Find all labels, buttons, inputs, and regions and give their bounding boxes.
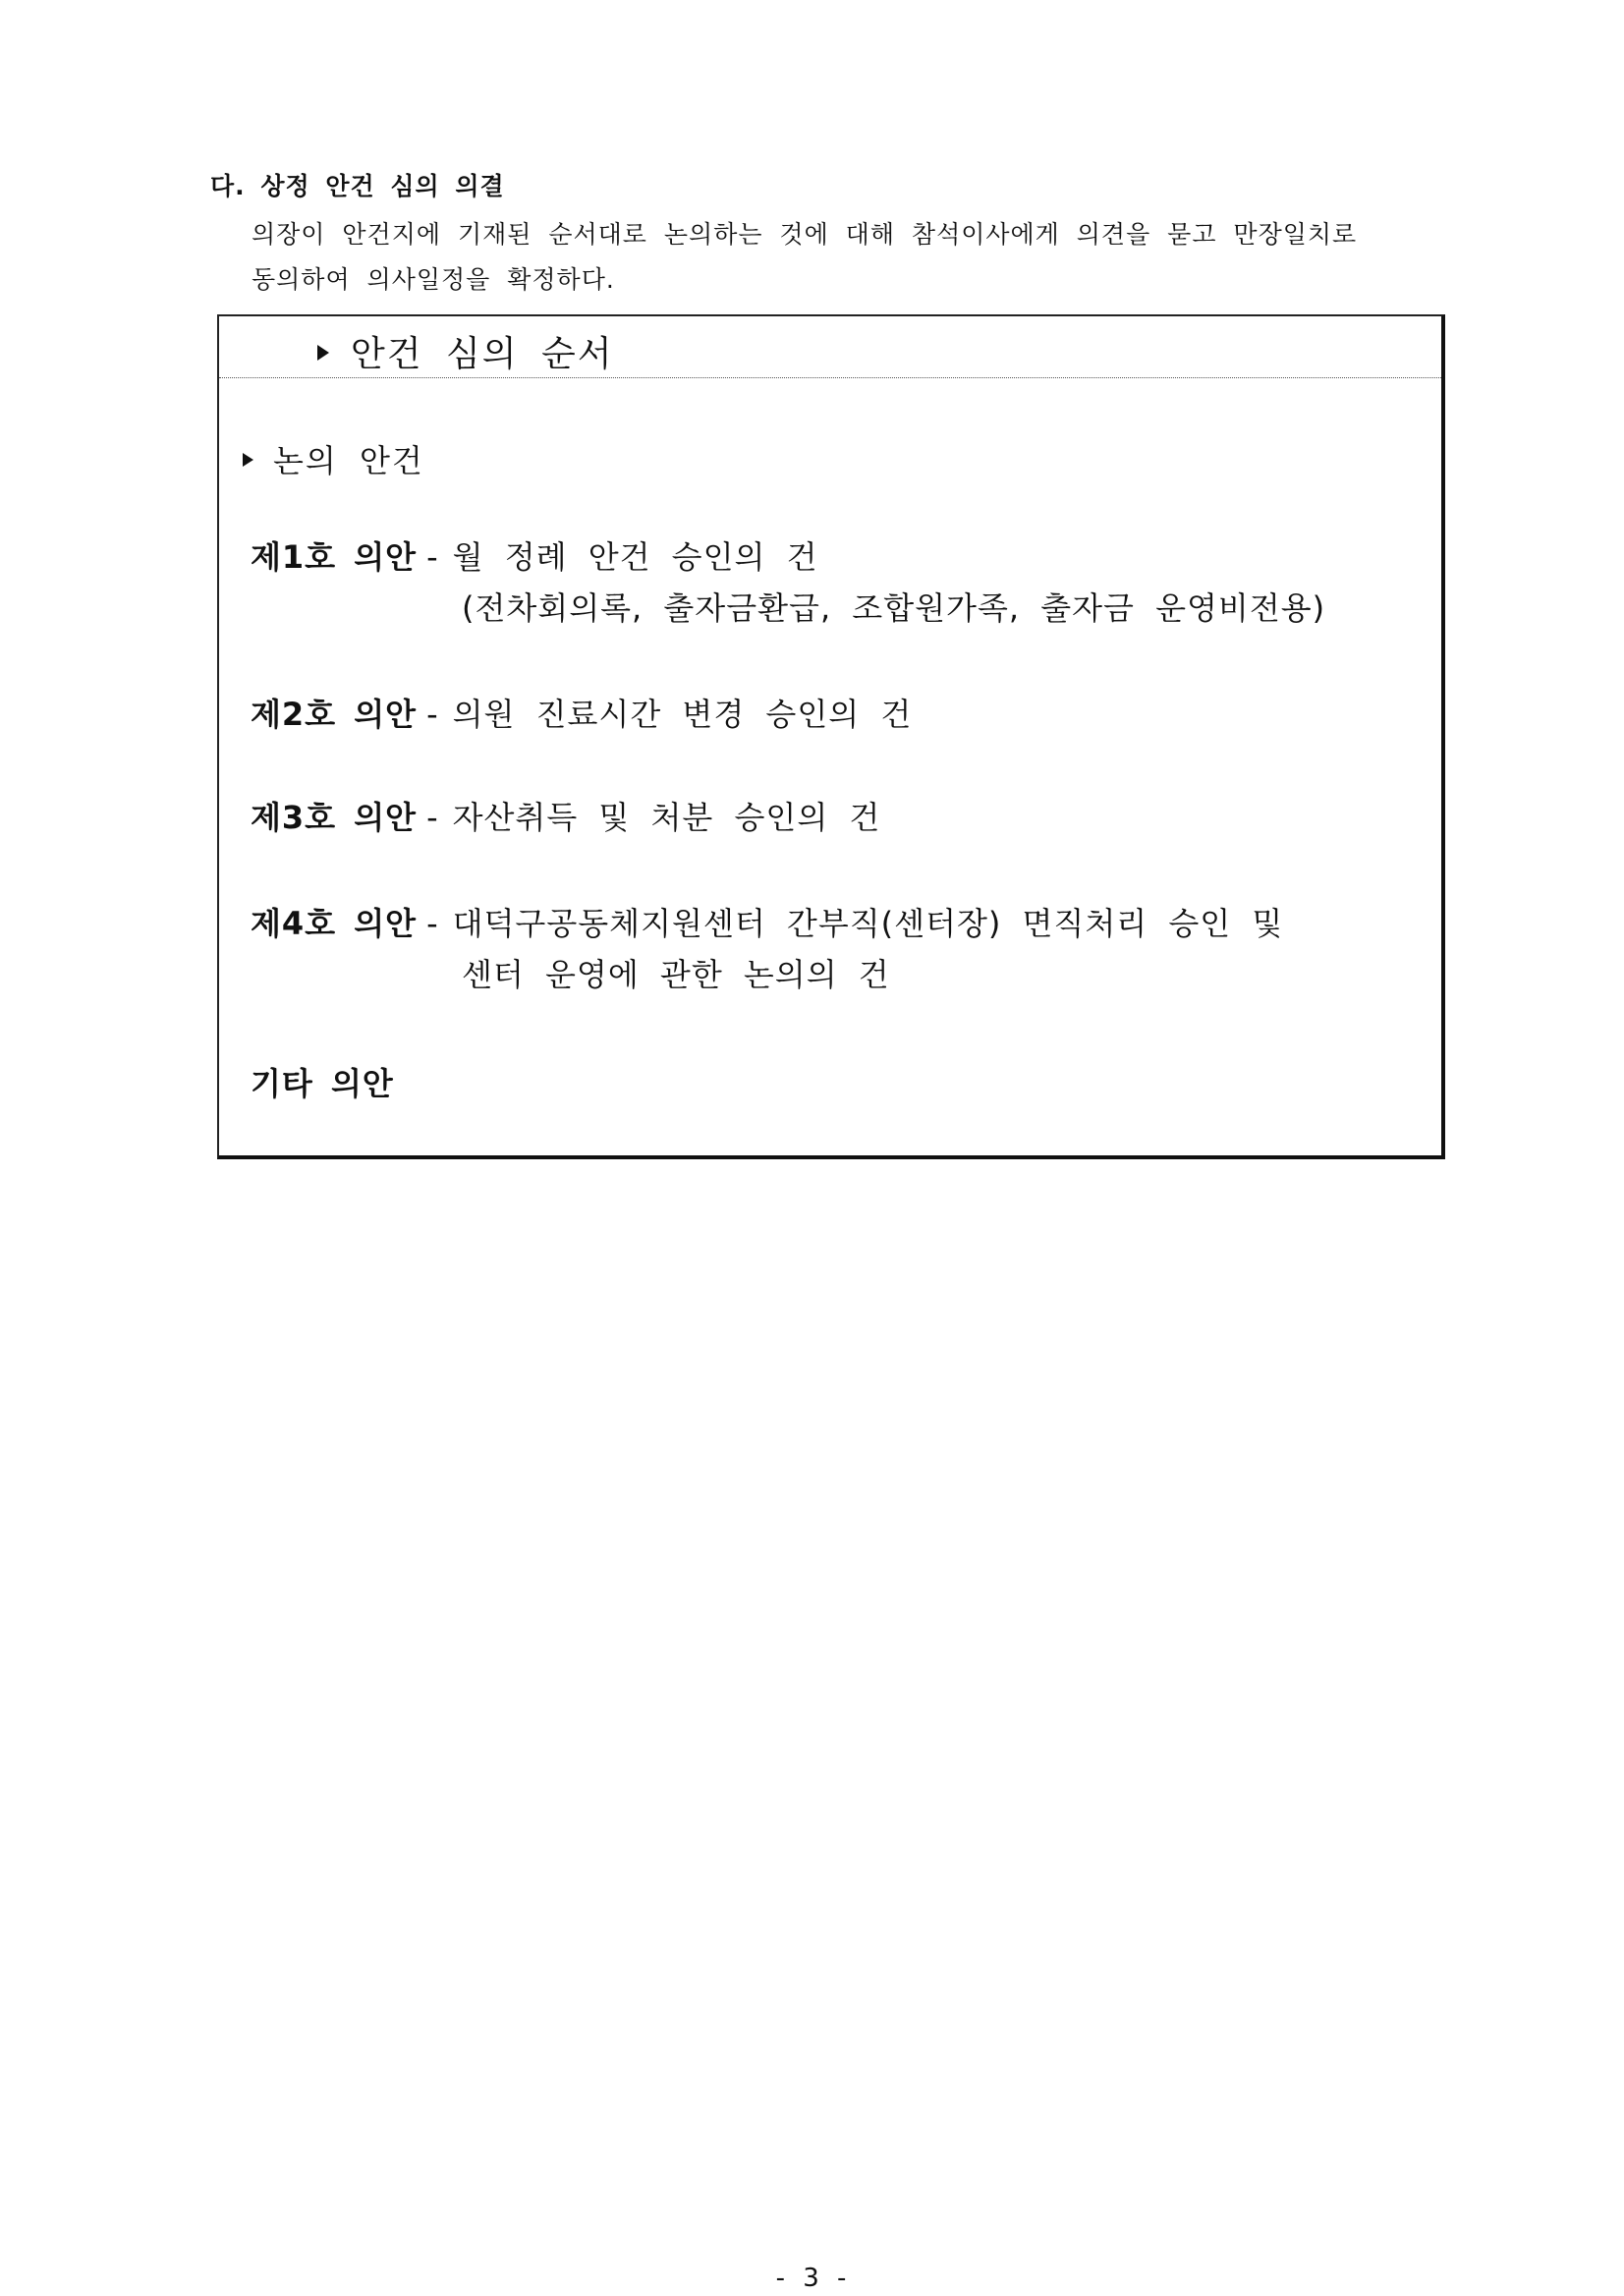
agenda-item-dash: -	[426, 799, 439, 836]
paragraph-line: 의장이 안건지에 기재된 순서대로 논의하는 것에 대해 참석이사에게 의견을 묻고 만장일치로	[252, 220, 1358, 249]
agenda-box-title-row	[219, 316, 1441, 378]
section-heading: 다. 상정 안건 심의 의결	[210, 172, 505, 200]
agenda-item-number: 제1호 의안	[251, 538, 418, 576]
agenda-item-number: 제4호 의안	[251, 905, 418, 942]
triangle-bullet-icon	[243, 453, 253, 467]
agenda-item-dash: -	[426, 538, 439, 576]
agenda-item-1	[251, 532, 1326, 627]
agenda-subheading-text: 논의 안건	[273, 442, 424, 479]
agenda-item-3	[251, 793, 880, 838]
agenda-item-number: 기타 의안	[251, 1065, 394, 1102]
agenda-subheading	[243, 436, 424, 481]
agenda-box	[217, 314, 1445, 1159]
agenda-item-dash: -	[426, 696, 439, 733]
agenda-item-description: 월 정례 안건 승인의 건	[452, 538, 818, 576]
triangle-bullet-icon	[317, 345, 329, 361]
page-number: - 3 -	[775, 2264, 849, 2293]
agenda-box-title-text: 안건 심의 순서	[351, 334, 614, 374]
section-paragraph	[252, 212, 1430, 303]
agenda-item-dash: -	[426, 905, 439, 942]
paragraph-line: 동의하여 의사일정을 확정하다.	[252, 265, 615, 294]
agenda-item-continuation: (전차회의록, 출자금환급, 조합원가족, 출자금 운영비전용)	[462, 589, 1326, 627]
agenda-box-title	[317, 326, 614, 376]
agenda-item-other	[251, 1059, 394, 1104]
agenda-item-number: 제3호 의안	[251, 799, 418, 836]
agenda-item-description: 자산취득 및 처분 승인의 건	[452, 799, 881, 836]
agenda-item-continuation: 센터 운영에 관한 논의의 건	[462, 956, 890, 993]
agenda-item-description: 의원 진료시간 변경 승인의 건	[452, 696, 913, 733]
agenda-item-number: 제2호 의안	[251, 696, 418, 733]
agenda-item-2	[251, 690, 912, 735]
agenda-item-description: 대덕구공동체지원센터 간부직(센터장) 면직처리 승인 및	[452, 905, 1284, 942]
agenda-item-4	[251, 899, 1284, 993]
